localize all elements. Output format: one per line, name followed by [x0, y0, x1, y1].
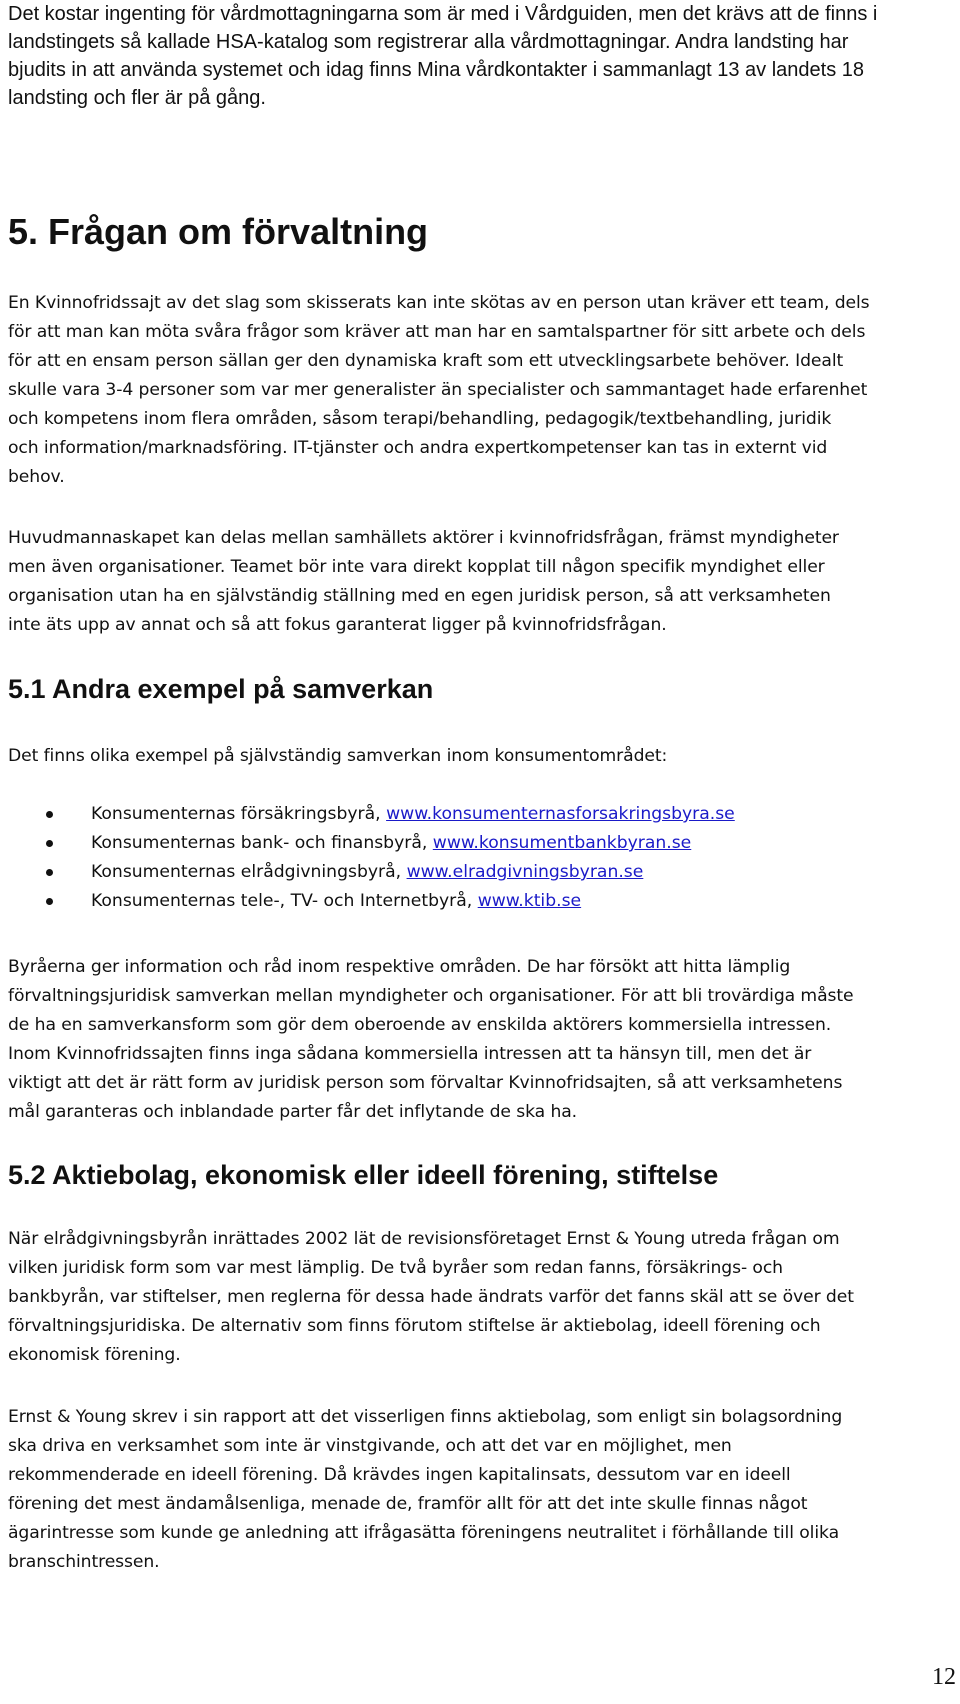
text-line: mål garanteras och inblandade parter får det inflytande de ska ha.: [8, 1102, 578, 1122]
list-item-text: Konsumenternas elrådgivningsbyrå,: [91, 862, 407, 882]
text-line: förening det mest ändamålsenliga, menade de, framför allt för att det inte skulle finnas något: [8, 1494, 808, 1514]
intro-paragraph: [8, 0, 948, 112]
text-line: Huvudmannaskapet kan delas mellan samhällets aktörer i kvinnofridsfrågan, främst myndigheter: [8, 528, 839, 548]
text-line: behov.: [8, 467, 65, 487]
list-item: [44, 800, 735, 829]
text-line: rekommenderade en ideell förening. Då krävdes ingen kapitalinsats, dessutom var en ideell: [8, 1465, 791, 1485]
section-5-heading: 5. Frågan om förvaltning: [8, 211, 429, 252]
section-5-2-paragraph-2: [8, 1403, 958, 1577]
text-line: inte äts upp av annat och så att fokus garanterat ligger på kvinnofridsfrågan.: [8, 615, 667, 635]
text-line: förvaltningsjuridisk samverkan mellan myndigheter och organisationer. För att bli trovärdiga måste: [8, 986, 854, 1006]
text-line: En Kvinnofridssajt av det slag som skisserats kan inte skötas av en person utan kräver ett team, dels: [8, 293, 870, 313]
text-line: och information/marknadsföring. IT-tjänster och andra expertkompetenser kan tas in externt vid: [8, 438, 828, 458]
text-line: Ernst & Young skrev i sin rapport att det visserligen finns aktiebolag, som enligt sin bolagsordning: [8, 1407, 843, 1427]
bullet-icon: [46, 898, 53, 905]
text-line: ägarintresse som kunde ge anledning att ifrågasätta föreningens neutralitet i förhållande till olika: [8, 1523, 840, 1543]
text-line: vilken juridisk form som var mest lämplig. De två byråer som redan fanns, försäkrings- och: [8, 1258, 783, 1278]
text-line: förvaltningsjuridiska. De alternativ som finns förutom stiftelse är aktiebolag, ideell förening och: [8, 1316, 821, 1336]
section-5-1-heading: 5.1 Andra exempel på samverkan: [8, 674, 434, 704]
section-5-2-heading: 5.2 Aktiebolag, ekonomisk eller ideell förening, stiftelse: [8, 1160, 719, 1190]
text-line: organisation utan ha en självständig ställning med en egen juridisk person, så att verksamheten: [8, 586, 831, 606]
text-line: bankbyrån, var stiftelser, men reglerna för dessa hade ändrats varför det fanns skäl att se över det: [8, 1287, 854, 1307]
section-5-1-paragraph: [8, 953, 958, 1127]
section-5-paragraph-2: [8, 524, 958, 640]
text-line: för att en ensam person sällan ger den dynamiska kraft som ett utvecklingsarbete behöver. Idealt: [8, 351, 844, 371]
text-line: När elrådgivningsbyrån inrättades 2002 lät de revisionsföretaget Ernst & Young utreda frågan om: [8, 1229, 840, 1249]
text-line: men även organisationer. Teamet bör inte vara direkt kopplat till någon specifik myndighet eller: [8, 557, 825, 577]
text-line: branschintressen.: [8, 1552, 160, 1572]
list-item-text: Konsumenternas försäkringsbyrå,: [91, 804, 387, 824]
text-line: Det finns olika exempel på självständig samverkan inom konsumentområdet:: [8, 746, 668, 766]
text-line: bjudits in att använda systemet och idag finns Mina vårdkontakter i sammanlagt 13 av landets 18: [8, 59, 865, 81]
list-item: [44, 887, 735, 916]
link-konsumentbankbyran[interactable]: www.konsumentbankbyran.se: [432, 833, 692, 853]
text-line: Byråerna ger information och råd inom respektive områden. De har försökt att hitta lämplig: [8, 957, 791, 977]
list-item-text: Konsumenternas tele-, TV- och Internetbyrå,: [91, 891, 478, 911]
text-line: för att man kan möta svåra frågor som kräver att man har en samtalspartner för sitt arbete och dels: [8, 322, 866, 342]
text-line: viktigt att det är rätt form av juridisk person som förvaltar Kvinnofridsajten, så att verksamhetens: [8, 1073, 843, 1093]
text-line: och kompetens inom flera områden, såsom terapi/behandling, pedagogik/textbehandling, juridik: [8, 409, 832, 429]
text-line: ekonomisk förening.: [8, 1345, 181, 1365]
bullet-icon: [46, 840, 53, 847]
list-item: [44, 858, 735, 887]
bullet-icon: [46, 811, 53, 818]
list-item: [44, 829, 735, 858]
link-ktib[interactable]: www.ktib.se: [477, 891, 582, 911]
text-line: landstingets så kallade HSA-katalog som registrerar alla vårdmottagningar. Andra landsting har: [8, 31, 849, 53]
link-konsumenternasforsakringsbyra[interactable]: www.konsumenternasforsakringsbyra.se: [386, 804, 735, 824]
text-line: Det kostar ingenting för vårdmottagningarna som är med i Vårdguiden, men det krävs att de finns i: [8, 3, 878, 25]
consumer-bureau-list: [44, 800, 735, 916]
text-line: Inom Kvinnofridssajten finns inga sådana kommersiella intressen att ta hänsyn till, men det är: [8, 1044, 812, 1064]
text-line: de ha en samverkansform som gör dem oberoende av enskilda aktörers kommersiella intressen.: [8, 1015, 832, 1035]
text-line: ska driva en verksamhet som inte är vinstgivande, och att det var en möjlighet, men: [8, 1436, 732, 1456]
section-5-1-intro: [8, 742, 958, 771]
section-5-2-paragraph-1: [8, 1225, 958, 1370]
section-5-paragraph-1: [8, 289, 958, 492]
link-elradgivningsbyran[interactable]: www.elradgivningsbyran.se: [406, 862, 644, 882]
text-line: skulle vara 3-4 personer som var mer generalister än specialister och sammantaget hade erfarenhet: [8, 380, 868, 400]
bullet-icon: [46, 869, 53, 876]
text-line: landsting och fler är på gång.: [8, 87, 266, 109]
page-number: 12: [932, 1664, 956, 1690]
list-item-text: Konsumenternas bank- och finansbyrå,: [91, 833, 433, 853]
